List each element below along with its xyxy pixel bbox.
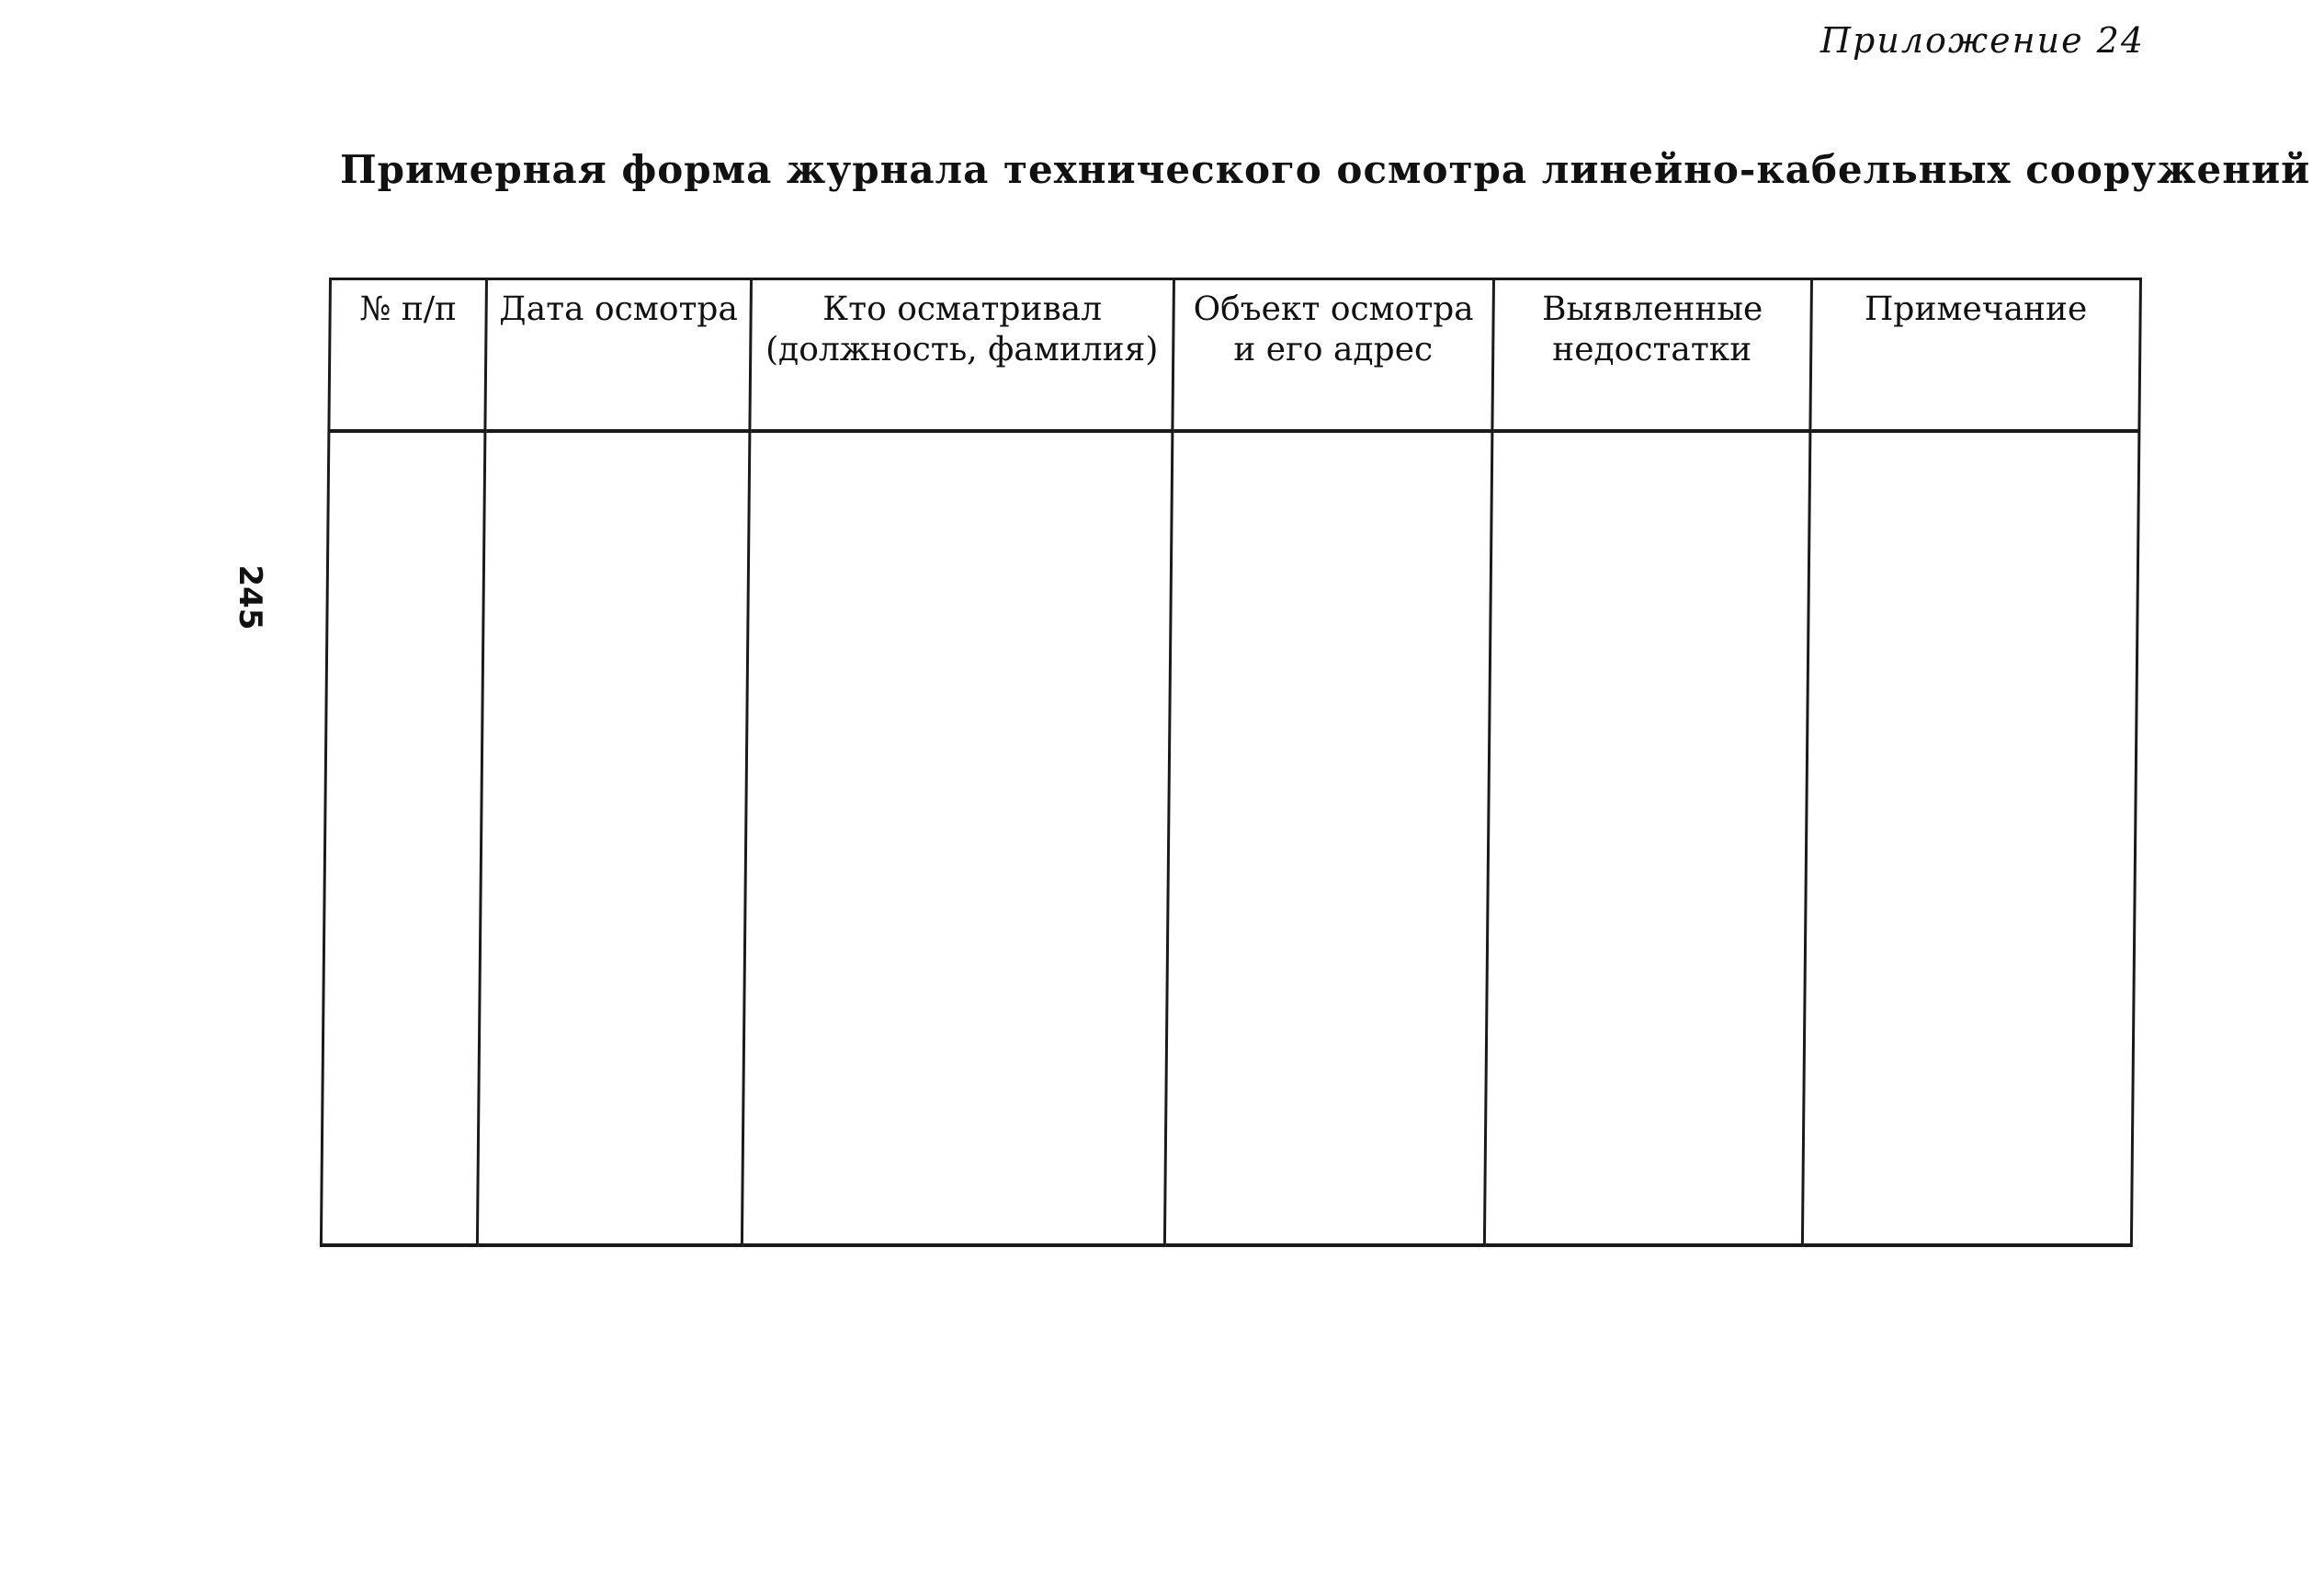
table-row <box>321 431 2139 1245</box>
table-header-row <box>329 279 2141 432</box>
table-cell <box>742 431 1173 1245</box>
column-header-inspector: Кто осматривал (должность, фамилия) <box>750 279 1174 432</box>
page-number: 245 <box>232 564 268 630</box>
table-cell <box>1802 431 2139 1245</box>
inspection-journal-table <box>320 278 2142 1247</box>
table-cell <box>1164 431 1492 1245</box>
column-header-note: Примечание <box>1810 279 2141 432</box>
table-cell <box>321 431 485 1245</box>
table-cell <box>477 431 750 1245</box>
column-header-defects: Выявленные недостатки <box>1492 279 1812 432</box>
table-cell <box>1484 431 1810 1245</box>
column-header-date: Дата осмотра <box>485 279 752 432</box>
column-header-number: № п/п <box>329 279 487 432</box>
column-header-object: Объект осмотра и его адрес <box>1173 279 1494 432</box>
page-title: Примерная форма журнала технического осмотра линейно-кабельных сооружений <box>340 147 2311 192</box>
appendix-label: Приложение 24 <box>1820 20 2145 61</box>
